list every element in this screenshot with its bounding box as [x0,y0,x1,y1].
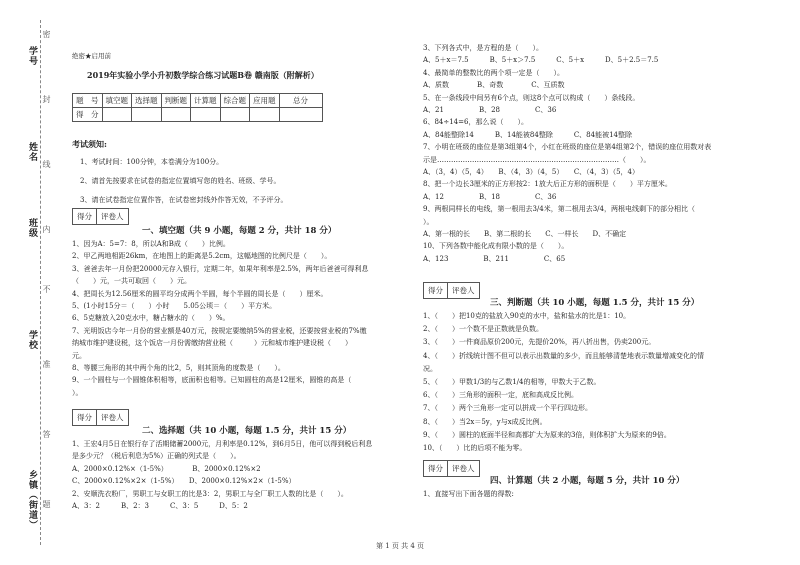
score-cell[interactable] [191,108,221,122]
section-title: 三、判断题（共 10 小题，每题 1.5 分，共计 15 分） [490,298,700,308]
class-label: 班级 [27,218,37,238]
section-title: 一、填空题（共 9 小题，每题 2 分，共计 18 分） [142,226,337,236]
section-title: 四、计算题（共 2 小题，每题 5 分，共计 10 分） [490,476,685,486]
question-line: 9、（ ）圆柱的底面半径和高都扩大为原来的3倍，则体积扩大为原来的9倍。 [423,430,671,439]
question-line: 6、5克糖放入20克水中，糖占糖水的（ ）%。 [72,314,230,323]
question-line: A、123 B、211 C、65 [423,254,566,263]
question-line: 6、（ ）三角形的面积一定，底和高成反比例。 [423,391,578,400]
grader-box [423,282,480,299]
score-cell[interactable] [132,108,162,122]
question-line: 元。 [72,351,86,360]
question-line: 7、（ ）两个三角形一定可以拼成一个平行四边形。 [423,404,592,413]
page-title: 2019年实验小学小升初数学综合练习试题B卷 赣南版（附解析） [87,70,319,80]
grader-box [72,208,129,225]
question-line: A、21 B、28 C、36 [423,106,557,114]
name-label: 姓名 [27,142,37,162]
question-line: A、质数 B、奇数 C、互质数 [423,81,565,90]
grader-score-label: 得分 [424,283,448,298]
score-table [72,93,323,122]
question-line: 1、直接写出下面各题的得数: [423,490,514,498]
score-header-cell: 题 号 [73,94,103,108]
question-line: ）。 [72,388,83,397]
grader-score-label: 得分 [424,461,448,476]
grader-box [423,460,480,477]
question-line: 4、（ ）折线统计图不但可以表示出数量的多少，而且能够清楚地表示数量增减变化的情 [423,351,704,360]
question-line: 3、爸爸去年一月份把20000元存入银行，定期二年，如果年利率是2.5%，两年后爸爸可得利息 [72,264,369,273]
question-line: 2、安顺洗衣粉厂，男职工与女职工的比是3：2，男职工与全厂职工人数的比是（ ）。 [72,489,348,498]
score-header-cell: 应用题 [250,94,280,108]
question-line: A、5＋x＝7.5 B、5＋x＞7.5 C、5＋x D、5＋2.5＝7.5 [423,56,659,65]
question-line: 9、两根同样长的电线，第一根用去3/4米，第二根用去3/4，两根电线剩下的部分相比（ [423,205,695,214]
grader-reviewer-label: 评卷人 [452,286,475,295]
grader-reviewer-label: 评卷人 [101,212,124,221]
question-line: 1、因为A：5=7：8，所以A和B成（ ）比例。 [72,240,230,248]
score-header-cell: 判断题 [161,94,191,108]
score-header-cell: 综合题 [220,94,250,108]
notice-item: 1、考试时间：100分钟，本卷满分为100分。 [80,158,224,166]
secret-mark: 绝密★启用前 [72,52,111,60]
question-line: 纳城市维护建设税，这个饭店一月份需缴纳营业税（ ）元和城市维护建设税（ ） [72,339,352,348]
bind-mark: 封 [42,95,51,103]
score-cell[interactable] [250,108,280,122]
bind-mark: 答 [42,430,51,438]
question-line: 10、（ ）比的后项不能为零。 [423,444,527,452]
question-line: A、3：2 B、2：3 C、3：5 D、5：2 [72,502,248,510]
question-line: 1、（ ）把10克的盐放入90克的水中，盐和盐水的比是1：10。 [423,312,631,320]
question-line: A、84能整除14 B、14能被84整除 C、84能被14整除 [423,130,632,139]
question-line: 示是……………………………………………………………………（ ）。 [423,155,651,164]
question-line: ）。 [423,217,434,226]
question-line: 7、小明在班级的座位是第3组第4个，小红在班级的座位是第4组第2个，错误的座位用数对表 [423,143,712,152]
score-header-cell: 选择题 [132,94,162,108]
question-line: 是多少元？（税后利息为5%）正确的列式是（ ）。 [72,452,241,461]
question-line: 5、在一条线段中间另有6个点，则这8个点可以构成（ ）条线段。 [423,93,640,102]
question-line: C、2000×0.12%×2×（1-5%） D、2000×0.12%×2×（1-5%） [72,477,296,486]
bind-mark: 不 [42,285,51,293]
grader-score-label: 得分 [73,209,97,224]
score-cell[interactable] [102,108,132,122]
question-line: （ ）元，一共可取回（ ）元。 [72,277,191,286]
town-label: 乡镇（街道） [27,470,37,530]
question-line: 2、甲乙两地相距26km，在地图上的距离是5.2cm，这幅地图的比例尺是（ ）。 [72,252,332,261]
question-line: 况。 [423,364,437,373]
score-row-label: 得 分 [73,108,103,122]
bind-mark: 题 [42,500,51,508]
question-line: A、2000×0.12%×（1-5%） B、2000×0.12%×2 [72,464,261,473]
score-header-cell: 填空题 [102,94,132,108]
section-title: 二、选择题（共 10 小题，每题 1.5 分，共计 15 分） [142,426,352,436]
bind-mark: 线 [42,160,51,168]
question-line: 9、一个圆柱与一个圆锥体积相等，底面积也相等。已知圆柱的高是12厘米，圆锥的高是（ [72,376,352,385]
question-line: A、第一根的长 B、第二根的长 C、一样长 D、不确定 [423,230,627,238]
notice-item: 3、请在试卷指定位置作答，在试卷密封线外作答无效，不予评分。 [80,196,288,204]
question-line: 3、下列各式中，是方程的是（ ）。 [423,44,543,52]
question-line: 4、最简单的整数比的两个项一定是（ ）。 [423,68,564,77]
question-line: 3、（ ）一件商品原价200元，先提价20%，再八折出售，仍卖200元。 [423,338,656,347]
grader-reviewer-label: 评卷人 [452,464,475,473]
grader-score-label: 得分 [73,410,97,425]
question-line: 8、等腰三角形的其中两个角的比2，5，则其顶角的度数是（ ）。 [72,364,285,372]
grader-box [72,409,129,426]
score-cell[interactable] [161,108,191,122]
score-header-cell: 总分 [279,94,322,108]
bind-mark: 内 [42,225,51,233]
question-line: 1、王宏4月5日在银行存了活期储蓄2000元，月利率是0.12%，到6月5日，他可以得到税后利息 [72,440,373,448]
question-line: 8、把一个边长3厘米的正方形按2：1放大后正方形的面积是（ ）平方厘米。 [423,180,672,189]
question-line: 6、84÷14=6，那么说（ ）。 [423,118,528,127]
bind-mark: 密 [42,30,51,38]
bind-mark: 准 [42,360,51,368]
score-header-cell: 计算题 [191,94,221,108]
question-line: A、12 B、18 C、36 [423,192,557,201]
page-footer: 第 1 页 共 4 页 [375,542,425,550]
question-line: 7、光明饭店今年一月份的营业额是40万元，按规定要缴纳5%的营业税，还要按营业税的7%缴 [72,326,367,335]
notice-title: 考试须知: [72,139,107,149]
question-line: 5、(1小时15分＝（ ）小时 5.05公顷＝（ ）平方米。 [72,302,277,310]
grader-reviewer-label: 评卷人 [101,413,124,422]
question-line: A、（3，4）（5，4） B、（4，3）（4，5） C、（4，3）（5，4） [423,168,639,176]
score-cell[interactable] [220,108,250,122]
question-line: 2、（ ）一个数不是正数就是负数。 [423,325,543,334]
school-label: 学校 [27,330,37,350]
question-line: 10、下列各数中能化成有限小数的是（ ）。 [423,242,569,251]
question-line: 4、把周长为12.56厘米的圆平均分成两个半圆，每个半圆的周长是（ ）厘米。 [72,289,328,298]
student-id-label: 学号 [27,46,37,66]
notice-item: 2、请首先按要求在试卷的指定位置填写您的姓名、班级、学号。 [80,177,281,185]
score-cell[interactable] [279,108,322,122]
question-line: 8、（ ）当2x＝5y，y与x成反比例。 [423,417,547,426]
question-line: 5、（ ）甲数1/3的与乙数1/4的相等，甲数大于乙数。 [423,378,601,386]
